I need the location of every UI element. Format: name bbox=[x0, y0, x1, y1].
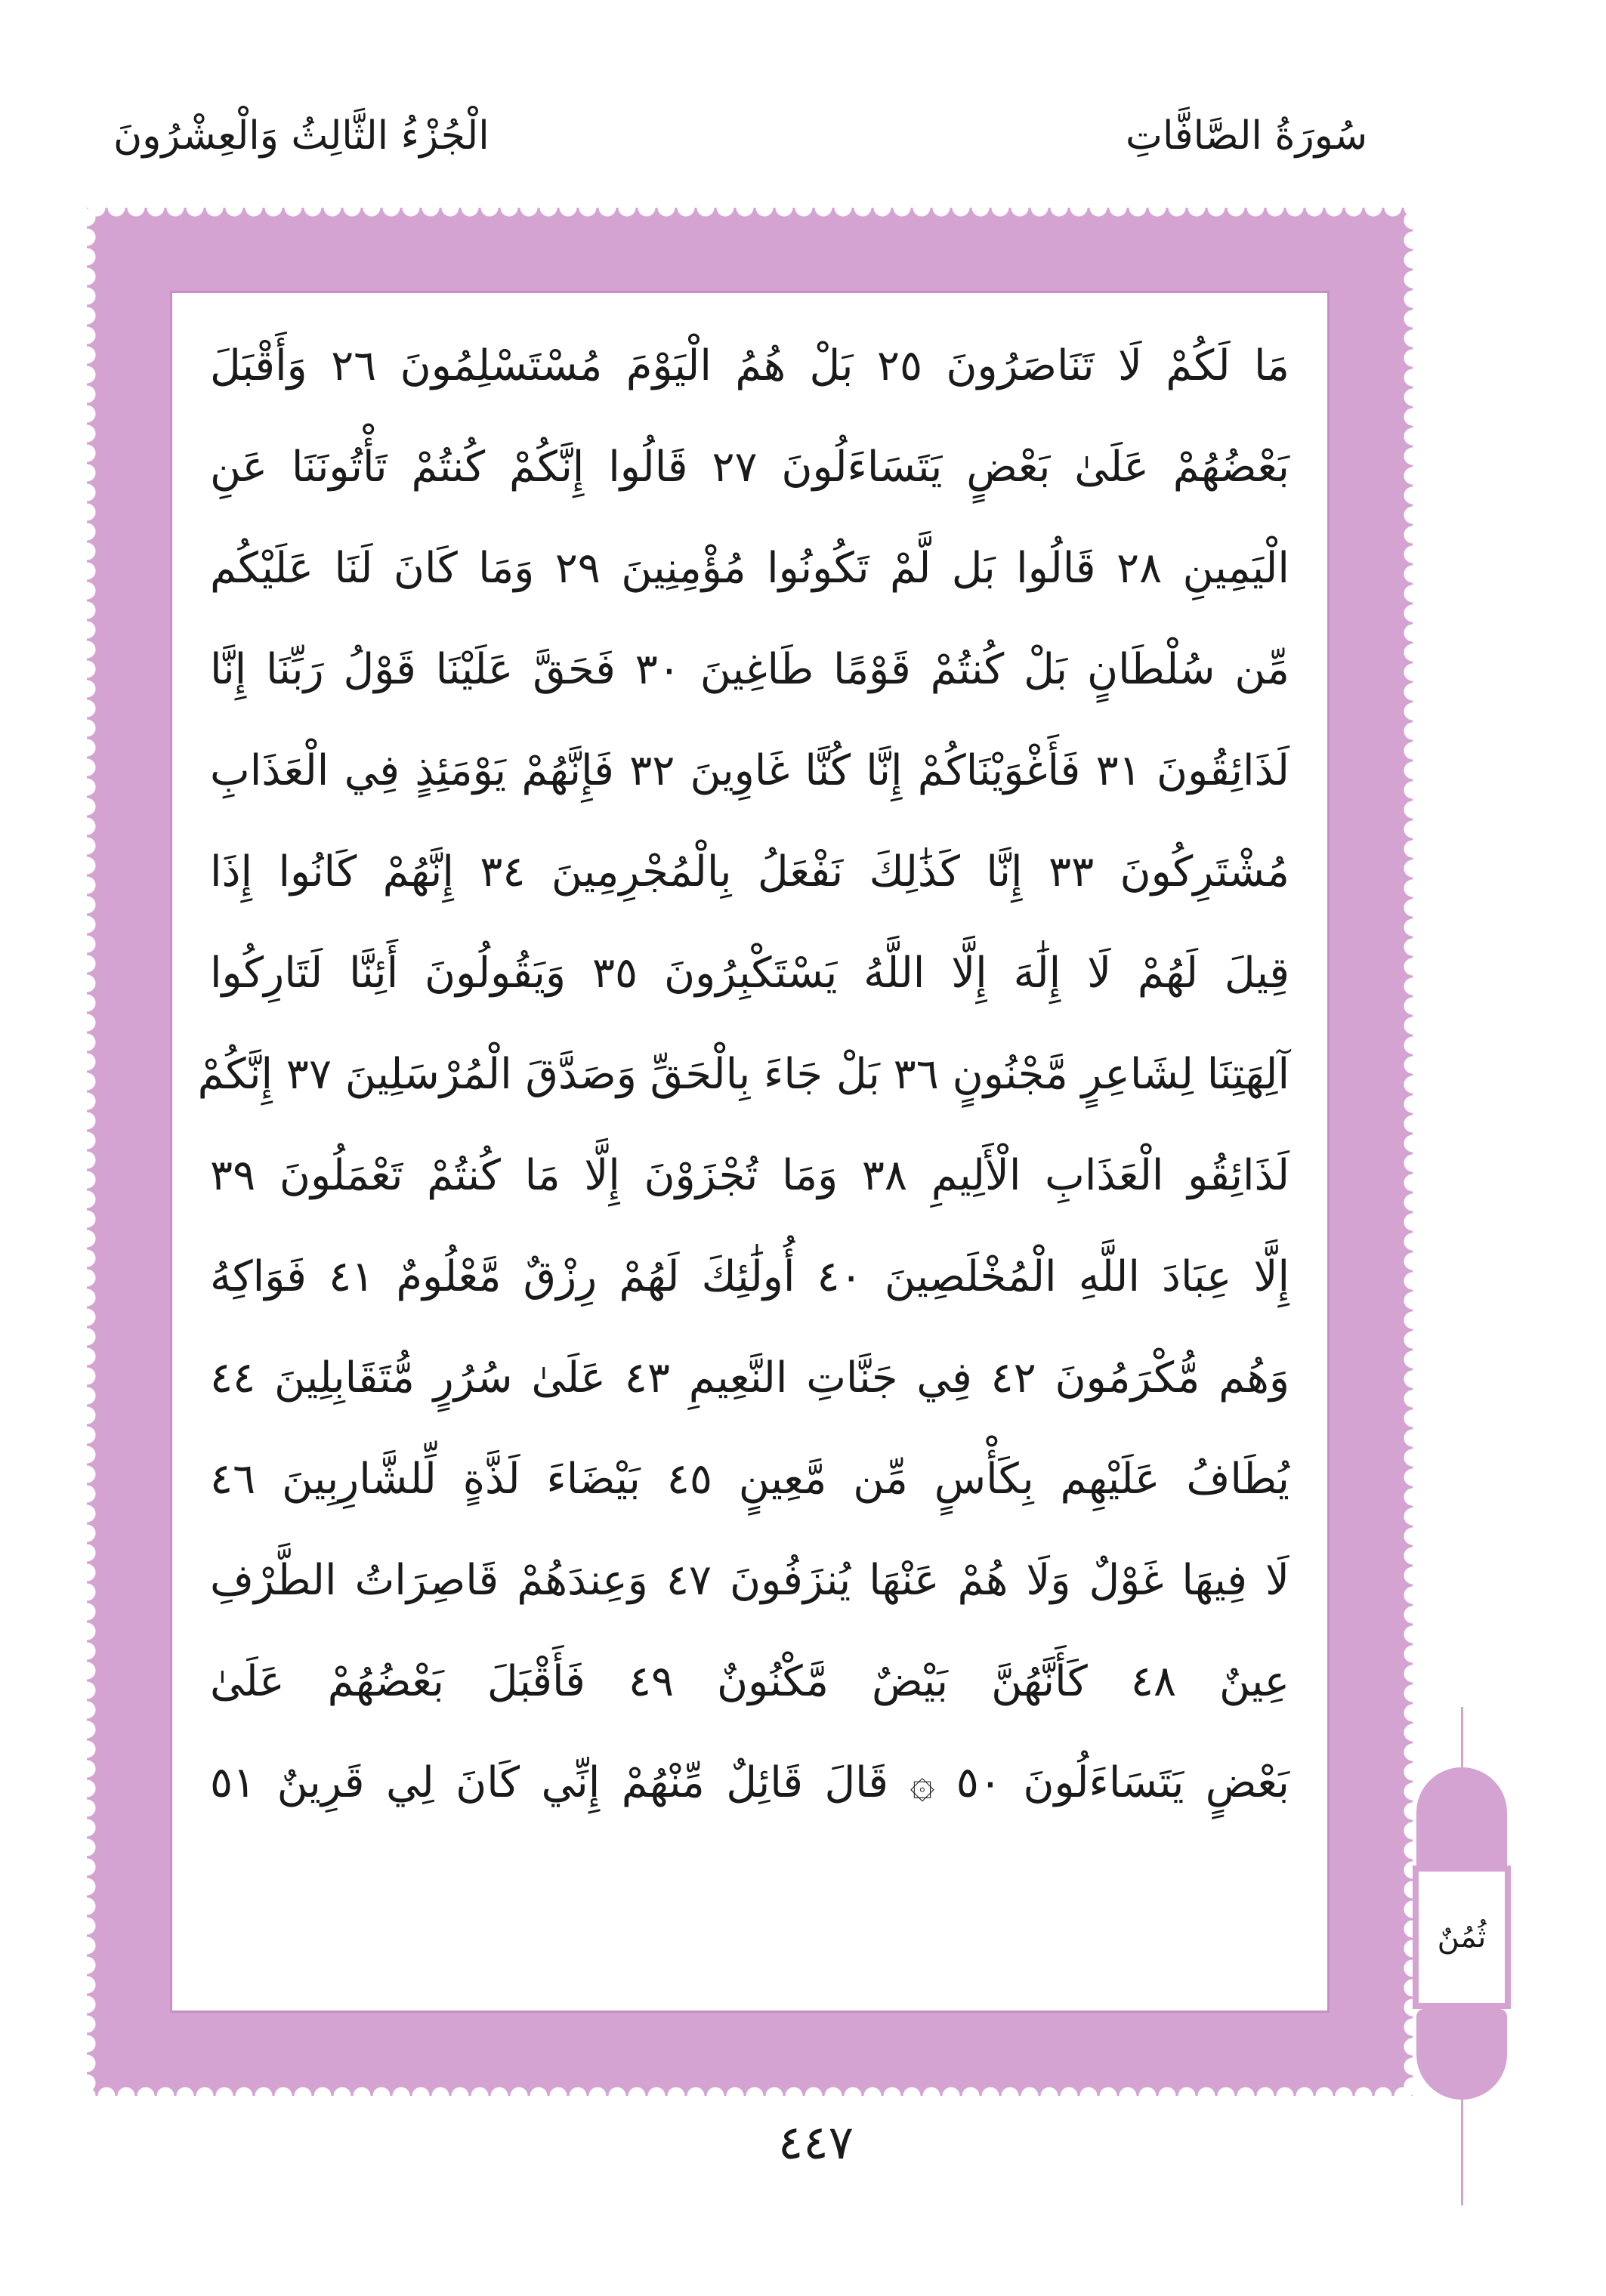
text-line: مَا لَكُمْ لَا تَنَاصَرُونَ ٢٥ بَلْ هُمُ الْيَوْمَ مُسْتَسْلِمُونَ ٢٦ وَأَقْبَلَ bbox=[210, 341, 1290, 390]
text-line: بَعْضٍ يَتَسَاءَلُونَ ٥٠ ۞ قَالَ قَائِلٌ مِّنْهُمْ إِنِّي كَانَ لِي قَرِينٌ ٥١ bbox=[210, 1758, 1289, 1807]
marker-base bbox=[1416, 2009, 1507, 2100]
surah-title: سُورَةُ الصَّافَّاتِ bbox=[1126, 113, 1368, 159]
text-line: يُطَافُ عَلَيْهِم بِكَأْسٍ مِّن مَّعِينٍ ٤٥ بَيْضَاءَ لَذَّةٍ لِّلشَّارِبِينَ ٤٦ bbox=[210, 1455, 1290, 1504]
thumun-marker bbox=[1413, 1707, 1511, 2205]
text-line: وَهُم مُّكْرَمُونَ ٤٢ فِي جَنَّاتِ النَّعِيمِ ٤٣ عَلَىٰ سُرُرٍ مُّتَقَابِلِينَ ٤٤ bbox=[210, 1353, 1290, 1403]
text-panel bbox=[170, 291, 1330, 2013]
text-line: لَذَائِقُو الْعَذَابِ الْأَلِيمِ ٣٨ وَمَا تُجْزَوْنَ إِلَّا مَا كُنتُمْ تَعْمَلُونَ ٣٩ bbox=[210, 1151, 1290, 1200]
text-line: لَذَائِقُونَ ٣١ فَأَغْوَيْنَاكُمْ إِنَّا كُنَّا غَاوِينَ ٣٢ فَإِنَّهُمْ يَوْمَئِذٍ فِي الْعَذَابِ bbox=[210, 746, 1289, 795]
page-number: ٤٤٧ bbox=[778, 2115, 854, 2170]
juz-title: الْجُزْءُ الثَّالِثُ وَالْعِشْرُونَ bbox=[113, 113, 490, 159]
frame-edge bbox=[87, 208, 107, 2096]
text-line: آلِهَتِنَا لِشَاعِرٍ مَّجْنُونٍ ٣٦ بَلْ جَاءَ بِالْحَقِّ وَصَدَّقَ الْمُرْسَلِينَ ٣٧ إِنَّكُمْ bbox=[197, 1050, 1289, 1099]
text-line: إِلَّا عِبَادَ اللَّهِ الْمُخْلَصِينَ ٤٠ أُولَٰئِكَ لَهُمْ رِزْقٌ مَّعْلُومٌ ٤١ فَوَاكِهُ bbox=[210, 1252, 1290, 1301]
text-line: قِيلَ لَهُمْ لَا إِلَٰهَ إِلَّا اللَّهُ يَسْتَكْبِرُونَ ٣٥ وَيَقُولُونَ أَئِنَّا لَتَارِكُوا bbox=[210, 949, 1289, 998]
page-frame bbox=[87, 208, 1413, 2096]
marker-label: ثُمُنٌ bbox=[1437, 1920, 1487, 1955]
text-line: مُشْتَرِكُونَ ٣٣ إِنَّا كَذَٰلِكَ نَفْعَلُ بِالْمُجْرِمِينَ ٣٤ إِنَّهُمْ كَانُوا إِذَا bbox=[210, 847, 1290, 896]
text-line: مِّن سُلْطَانٍ بَلْ كُنتُمْ قَوْمًا طَاغِينَ ٣٠ فَحَقَّ عَلَيْنَا قَوْلُ رَبِّنَا إِنَّا bbox=[210, 645, 1289, 694]
marker-dome bbox=[1416, 1767, 1507, 1881]
text-line: عِينٌ ٤٨ كَأَنَّهُنَّ بَيْضٌ مَّكْنُونٌ ٤٩ فَأَقْبَلَ بَعْضُهُمْ عَلَىٰ bbox=[210, 1657, 1290, 1706]
quran-text bbox=[197, 316, 1290, 1834]
frame-edge bbox=[1393, 208, 1413, 2096]
marker-box bbox=[1413, 1866, 1511, 2009]
text-line: بَعْضُهُمْ عَلَىٰ بَعْضٍ يَتَسَاءَلُونَ ٢٧ قَالُوا إِنَّكُمْ كُنتُمْ تَأْتُونَنَا عَنِ bbox=[210, 443, 1289, 492]
text-line: الْيَمِينِ ٢٨ قَالُوا بَل لَّمْ تَكُونُوا مُؤْمِنِينَ ٢٩ وَمَا كَانَ لَنَا عَلَيْكُم bbox=[210, 544, 1289, 593]
text-line: لَا فِيهَا غَوْلٌ وَلَا هُمْ عَنْهَا يُنزَفُونَ ٤٧ وَعِندَهُمْ قَاصِرَاتُ الطَّرْفِ bbox=[210, 1556, 1289, 1605]
